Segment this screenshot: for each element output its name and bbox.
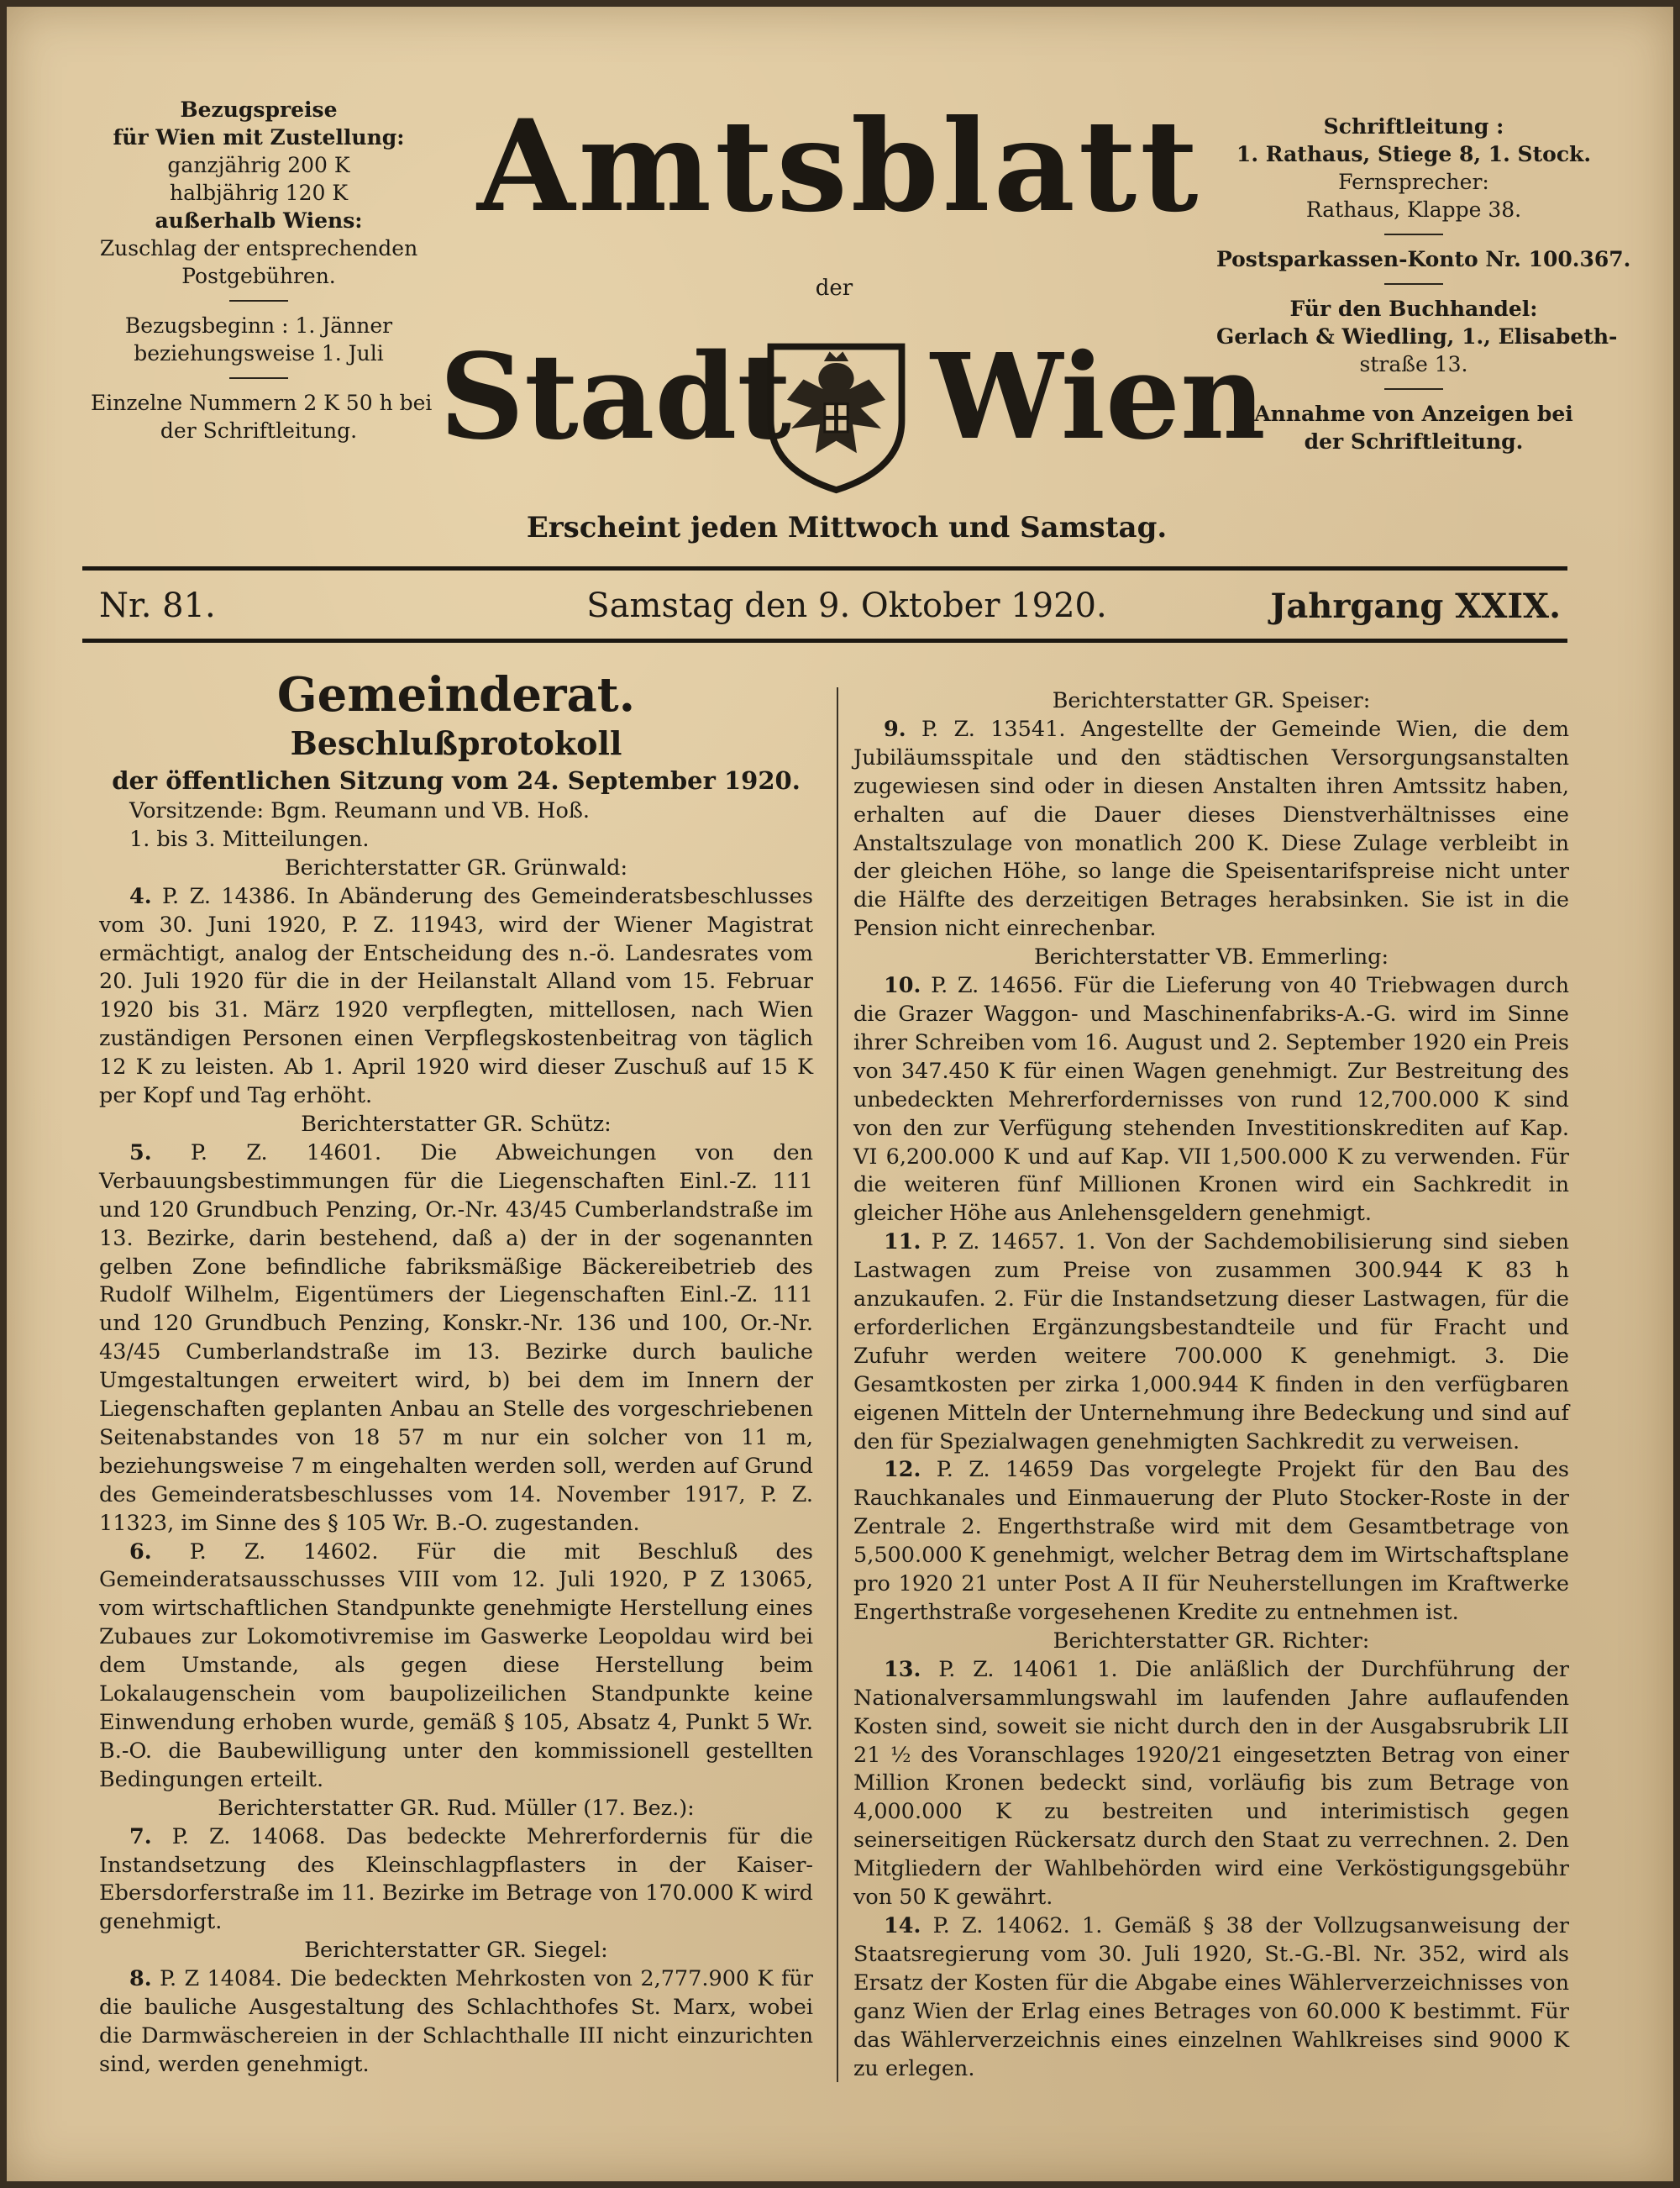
- paragraph-text: P. Z. 14061 1. Die anläßlich der Durchführung der Nationalversammlungswahl im laufenden Jahre auflaufenden Kosten sind, soweit sie nicht durch den in der Ausgabsrubrik LII 21 ½ des Voranschlages 1920/21 eingesetzten Betrag von einer Million Kronen bedeckt sind, vorläufig bis zum Betrage von 4,000.000 K zu bestreiten und interimistisch gegen seinerseitigen Rückersatz durch den Staat zu verrechnen. 2. Den Mitgliedern der Wahlbehörden wird eine Verköstigungsgebühr von 50 K gewährt.: [853, 1656, 1570, 1911]
- subscription-line: ganzjährig 200 K: [167, 153, 350, 177]
- paragraph: [853, 1456, 1569, 1627]
- paragraph-text: P. Z. 14657. 1. Von der Sachdemobilisierung sind sieben Lastwagen zum Preise von zusammen 300.944 K 83 h anzukaufen. 2. Für die Instandsetzung dieser Lastwagen, für die erforderlichen Ergänzungsbestandteile und für Fracht und Zufuhr werden weitere 700.000 K genehmigt. 3. Die Gesamtkosten per zirka 1,000.944 K finden in den verfügbaren eigenen Mitteln der Unternehmung ihre Bedeckung und sind auf den für Spezialwagen genehmigten Sachkredit zu verweisen.: [853, 1229, 1569, 1454]
- editorial-line: Gerlach & Wiedling, 1., Elisabeth-: [1216, 324, 1618, 349]
- masthead-subtitle: Erscheint jeden Mittwoch und Samstag.: [526, 511, 1168, 544]
- divider: [1384, 283, 1443, 285]
- paragraph-number: 4.: [129, 883, 152, 909]
- paragraph: [99, 1538, 813, 1795]
- paragraph-text: P. Z. 14656. Für die Lieferung von 40 Triebwagen durch die Grazer Waggon- und Maschinenfabriks-A.-G. wird im Sinne ihrer Schreiben vom 16. August und 2. September 1920 ein Preis von 347.450 K für einen Wagen genehmigt. Zur Bestreitung des unbedeckten Mehrerfordernisses von rund 12,700.000 K sind von den zur Verfügung stehenden Investitionskrediten auf Kap. VI 6,200.000 K und auf Kap. VII 1,500.000 K zu verwenden. Für die weiteren fünf Millionen Kronen wird ein Sachkredit in gleicher Höhe aus Anlehensgeldern genehmigt.: [853, 973, 1570, 1227]
- paragraph: [99, 1965, 813, 2080]
- masthead-title: Amtsblatt: [477, 92, 1202, 240]
- divider: [1384, 388, 1443, 390]
- paragraph-text: P. Z. 14601. Die Abweichungen von den Verbauungsbestimmungen für die Liegenschaften Einl.-Z. 111 und 120 Grundbuch Penzing, Or.-Nr. 43/45 Cumberlandstraße im 13. Bezirke, darin bestehend, daß a) der in der sogenannten gelben Zone befindliche fabriksmäßige Bäckereibetrieb des Rudolf Wilhelm, Eigentümers der Liegenschaften Einl.-Z. 111 und 120 Grundbuch Penzing, Konskr.-Nr. 136 und 100, Or.-Nr. 43/45 Cumberlandstraße im 13. Bezirke durch bauliche Umgestaltungen erweitert wird, b) bei dem im Innern der Liegenschaften geplanten Anbau an Stelle des vorgeschriebenen Seitenabstandes von 18 57 m nur ein solcher von 11 m, beziehungsweise 7 m eingehalten werden soll, werden auf Grund des Gemeinderatsbeschlusses vom 14. November 1917, P. Z. 11323, im Sinne des § 105 Wr. B.-O. zugestanden.: [99, 1139, 814, 1536]
- reporter-line: Berichterstatter GR. Rud. Müller (17. Bez.):: [218, 1795, 695, 1821]
- paragraph: [99, 883, 813, 1111]
- left-column: [99, 666, 813, 2080]
- subscription-line: Einzelne Nummern 2 K 50 h bei: [91, 391, 433, 415]
- reporter-line: Berichterstatter GR. Speiser:: [1052, 688, 1371, 713]
- reporter-line: Berichterstatter VB. Emmerling:: [1033, 944, 1389, 970]
- subscription-line: Zuschlag der entsprechenden: [99, 236, 418, 260]
- paragraph: [853, 1912, 1569, 2083]
- chair-line: Vorsitzende: Bgm. Reumann und VB. Hoß.: [129, 798, 591, 823]
- paragraph-text: P. Z. 14062. 1. Gemäß § 38 der Vollzugsanweisung der Staatsregierung vom 30. Juli 1920, St.-G.-Bl. Nr. 352, wird als Ersatz der Kosten für die Abgabe eines Wählerverzeichnisses von ganz Wien der Erlag eines Betrages von 60.000 K bestimmt. Für das Wählerverzeichnis eines einzelnen Wahlkreises sind 9000 K zu erlegen.: [853, 1912, 1569, 2081]
- editorial-line: Postsparkassen-Konto Nr. 100.367.: [1216, 247, 1631, 271]
- dateline-rule: [82, 639, 1567, 643]
- masthead-der: der: [815, 276, 853, 301]
- paragraph: [853, 716, 1569, 944]
- editorial-line: Für den Buchhandel:: [1289, 297, 1538, 321]
- right-column: [853, 687, 1569, 2083]
- subscription-line: beziehungsweise 1. Juli: [134, 341, 384, 366]
- editorial-line: 1. Rathaus, Stiege 8, 1. Stock.: [1236, 142, 1592, 166]
- paragraph-number: 6.: [129, 1538, 152, 1565]
- editorial-heading: Schriftleitung :: [1323, 114, 1504, 139]
- paragraph: [99, 1823, 813, 1938]
- subscription-line: der Schriftleitung.: [160, 418, 358, 443]
- masthead-wien: Wien: [931, 329, 1266, 466]
- issue-number: Nr. 81.: [99, 586, 216, 625]
- subscription-heading: Bezugspreise: [180, 97, 338, 122]
- reporter-line: Berichterstatter GR. Grünwald:: [284, 855, 628, 881]
- editorial-line: der Schriftleitung.: [1304, 429, 1524, 454]
- paragraph-number: 13.: [884, 1656, 921, 1682]
- section-subheading: Beschlußprotokoll: [290, 724, 622, 762]
- masthead-stadt: Stadt: [439, 329, 792, 466]
- paragraph-text: P. Z 14084. Die bedeckten Mehrkosten von 2,777.900 K für die bauliche Ausgestaltung des Schlachthofes St. Marx, wobei die Darmwäschereien in der Schlachthalle III nicht einzurichten sind, werden genehmigt.: [99, 1966, 813, 2077]
- paragraph-number: 5.: [129, 1139, 152, 1165]
- issue-date: Samstag den 9. Oktober 1920.: [586, 586, 1107, 625]
- newspaper-page: [7, 7, 1673, 2181]
- items-line: 1. bis 3. Mitteilungen.: [129, 826, 370, 852]
- paragraph-text: P. Z. 14068. Das bedeckte Mehrerfordernis für die Instandsetzung des Kleinschlagpflasters in der Kaiser-Ebersdorferstraße im 11. Bezirke im Betrage von 170.000 K wird genehmigt.: [99, 1823, 813, 1935]
- subscription-line: Postgebühren.: [181, 264, 336, 288]
- editorial-line: straße 13.: [1359, 352, 1468, 376]
- reporter-line: Berichterstatter GR. Siegel:: [304, 1938, 608, 1964]
- session-line: der öffentlichen Sitzung vom 24. September 1920.: [112, 766, 801, 795]
- paragraph-number: 7.: [129, 1823, 152, 1849]
- paragraph-text: P. Z. 13541. Angestellte der Gemeinde Wien, die dem Jubiläumsspitale und den städtischen Versorgungsanstalten zugewiesen sind oder in diesen Anstalten ihren Amtssitz haben, erhalten auf die Dauer dieses Dienstverhältnisses eine Anstaltszulage von monatlich 200 K. Diese Zulage verbleibt in der gleichen Höhe, so lange die Speisentarifspreise nicht unter die Hälfte des derzeitigen Betrages herabsinken. Sie ist in die Pension nicht einrechenbar.: [853, 716, 1569, 942]
- editorial-line: Annahme von Anzeigen bei: [1254, 402, 1573, 426]
- paragraph-text: P. Z. 14659 Das vorgelegte Projekt für den Bau des Rauchkanales und Einmauerung der Pluto Stocker-Roste in der Zentrale 2. Engerthstraße wird mit dem Gesamtbetrage von 5,500.000 K genehmigt, welcher Betrag dem im Wirtschaftsplane pro 1920 21 unter Post A II für Neuherstellungen im Kraftwerke Engerthstraße vorgesehenen Kredite zu entnehmen ist.: [853, 1457, 1569, 1625]
- vienna-coat-of-arms-icon: [754, 330, 918, 494]
- masthead-rule: [82, 566, 1567, 571]
- paragraph: [853, 1656, 1569, 1912]
- subscription-line: für Wien mit Zustellung:: [113, 125, 405, 150]
- editorial-box: [1216, 113, 1631, 455]
- subscription-line: Bezugsbeginn : 1. Jänner: [124, 313, 393, 338]
- paragraph-number: 10.: [884, 973, 921, 999]
- section-heading: Gemeinderat.: [276, 667, 636, 723]
- divider: [229, 300, 288, 302]
- paragraph: [853, 1228, 1569, 1456]
- paragraph-number: 9.: [884, 716, 906, 742]
- paragraph-text: P. Z. 14386. In Abänderung des Gemeinderatsbeschlusses vom 30. Juni 1920, P. Z. 11943, wird der Wiener Magistrat ermächtigt, analog der Entscheidung des n.-ö. Landesrates vom 20. Juli 1920 für die in der Heilanstalt Alland vom 15. Februar 1920 bis 31. März 1920 verpflegten, mittellosen, nach Wien zuständigen Personen einen Verpflegskostenbeitrag von täglich 12 K zu leisten. Ab 1. April 1920 wird dieser Zuschuß auf 15 K per Kopf und Tag erhöht.: [99, 883, 813, 1109]
- editorial-line: Rathaus, Klappe 38.: [1305, 197, 1522, 222]
- issue-volume: Jahrgang XXIX.: [1270, 586, 1561, 626]
- paragraph-number: 8.: [129, 1966, 152, 1992]
- editorial-line: Fernsprecher:: [1338, 170, 1489, 194]
- column-divider: [837, 687, 838, 2082]
- subscription-box: [91, 96, 433, 444]
- reporter-line: Berichterstatter GR. Schütz:: [301, 1111, 612, 1137]
- paragraph-text: P. Z. 14602. Für die mit Beschluß des Gemeinderatsausschusses VIII vom 12. Juli 1920, P Z 13065, vom wirtschaftlichen Standpunkte genehmigte Herstellung eines Zubaues zur Lokomotivremise im Gaswerke Leopoldau wird bei dem Umstande, als gegen diese Herstellung beim Lokalaugenschein vom baupolizeilichen Standpunkte keine Einwendung erhoben wurde, gemäß § 105, Absatz 4, Punkt 5 Wr. B.-O. die Baubewilligung unter den kommissionell gestellten Bedingungen erteilt.: [99, 1538, 813, 1792]
- divider: [229, 377, 288, 379]
- paragraph-number: 12.: [884, 1457, 921, 1483]
- reporter-line: Berichterstatter GR. Richter:: [1053, 1628, 1370, 1654]
- paragraph: [853, 972, 1569, 1228]
- paragraph-number: 11.: [884, 1229, 921, 1255]
- paragraph: [99, 1139, 813, 1538]
- paragraph-number: 14.: [884, 1912, 921, 1938]
- divider: [1384, 234, 1443, 235]
- subscription-line: außerhalb Wiens:: [155, 208, 363, 233]
- subscription-line: halbjährig 120 K: [170, 181, 348, 205]
